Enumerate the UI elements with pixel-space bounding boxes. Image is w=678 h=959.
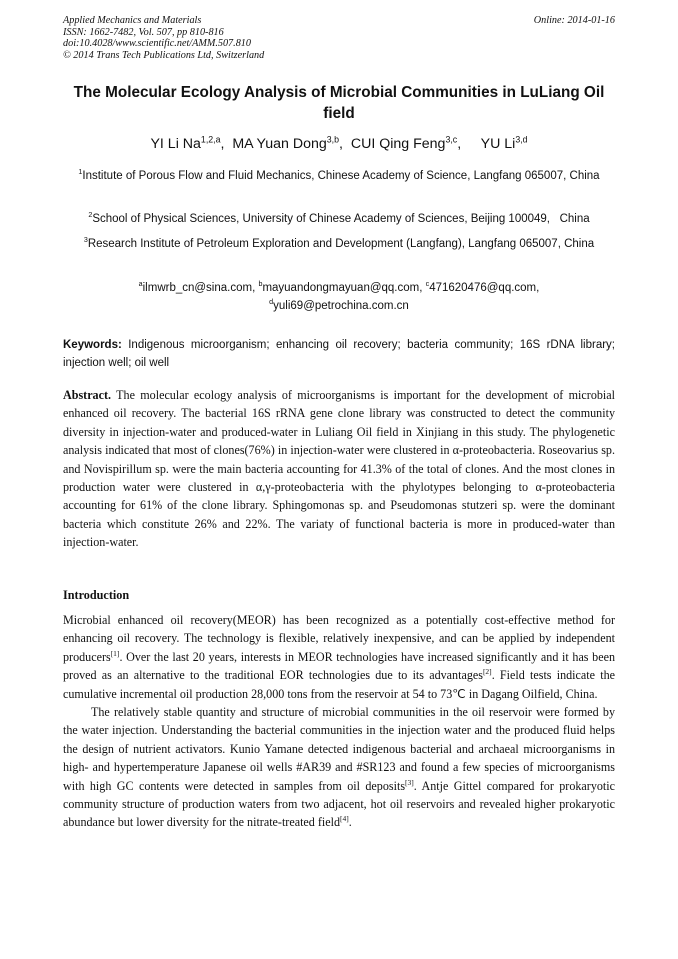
- introduction-body: [63, 611, 615, 832]
- email-link[interactable]: mayuandongmayuan@qq.com,: [262, 282, 426, 294]
- copyright-line: © 2014 Trans Tech Publications Ltd, Switzerland: [63, 49, 265, 61]
- keywords-label: Keywords:: [63, 339, 122, 351]
- author: YU Li$^{3,d}$: [480, 134, 528, 152]
- journal-name: Applied Mechanics and Materials: [63, 15, 202, 26]
- online-date: Online: 2014-01-16: [533, 15, 615, 26]
- intro-paragraph-1: Microbial enhanced oil recovery(MEOR) has been recognized as a potentially cost-effective method for enhancing oil recovery. The technology is flexible, relatively inexpensive, and can be applied by independent producers[1]. Over the last 20 years, interests in MEOR technologies have increased significantly and it has been proved as an alternative to the traditional EOR technologies due to its advantages[2]. Field tests indicate the cumulative incremental oil production 28,000 tons from the reservoir at 54 to 73℃ in Dagang Oilfield, China.: [63, 613, 615, 701]
- abstract-label: Abstract.: [63, 388, 112, 402]
- email-link[interactable]: ilmwrb_cn@sina.com,: [142, 282, 259, 294]
- issn-line: ISSN: 1662-7482, Vol. 507, pp 810-816: [63, 26, 224, 38]
- affiliation-2: $^2$School of Physical Sciences, University of Chinese Academy of Sciences, Beijing 100049, China: [88, 211, 590, 225]
- citation[interactable]: [4]: [340, 814, 349, 824]
- citation[interactable]: [3]: [405, 777, 414, 787]
- author-emails: $^a$ilmwrb_cn@sina.com, $^b$mayuandongmayuan@qq.com, $^c$471620476@qq.com, $^d$yuli69@petrochina.com.cn: [138, 280, 540, 312]
- author: MA Yuan Dong$^{3,b}$,: [232, 134, 347, 152]
- abstract-text: The molecular ecology analysis of microorganisms is important for the development of microbial enhanced oil recovery. The bacterial 16S rRNA gene clone library was constructed to detect the community diversity in injection-water and produced-water in Luliang Oil field in Xinjiang in this study. The phylogenetic analysis indicated that most of clones(76%) in injection-water were clustered in α-proteobacteria. Roseovarius sp. and Novispirillum sp. were the main bacteria accounting for 41.3% of the total of clones. And the most clones in production water were clustered in α,γ-proteobacteria with the phylotypes belonging to α-proteobacteria accounting for 61% of the clone library. Sphingomonas sp. and Pseudomonas stutzeri sp. were the dominant bacteria which constitute 26% and 22%. The variaty of functional bacteria is more in produced-water than injection-water.: [63, 388, 615, 550]
- citation[interactable]: [1]: [110, 648, 120, 658]
- intro-paragraph-2: The relatively stable quantity and structure of microbial communities in the oil reservoir were formed by the water injection. Understanding the bacterial communities in the injection water and the produced fluid helps the design of nutrient activators. Kunio Yamane detected indigenous bacterial and archaeal microorganisms in high- and hypertemperature Japanese oil wells #AR39 and #SR123 and found a few species of microorganisms with high GC contents were detected in samples from oil deposits[3]. Antje Gittel compared for prokaryotic community structure of production waters from two adjacent, hot oil reservoirs and revealed higher prokaryotic abundance but lower diversity for the nitrate-treated field[4].: [63, 705, 615, 830]
- abstract: [63, 386, 615, 552]
- keywords-text: Indigenous microorganism; enhancing oil recovery; bacteria community; 16S rDNA library; injection well; oil well: [63, 339, 615, 369]
- doi-line: doi:10.4028/www.scientific.net/AMM.507.810: [63, 38, 251, 50]
- email-link[interactable]: yuli69@petrochina.com.cn: [273, 300, 409, 312]
- author-list: [63, 134, 615, 154]
- section-heading-introduction: Introduction: [63, 588, 130, 602]
- citation[interactable]: [2]: [482, 667, 492, 677]
- paper-title: The Molecular Ecology Analysis of Microbial Communities in LuLiang Oil field: [73, 84, 605, 122]
- journal-header: [63, 15, 615, 61]
- author: CUI Qing Feng$^{3,c}$,: [350, 134, 477, 152]
- affiliation-1: $^1$Institute of Porous Flow and Fluid Mechanics, Chinese Academy of Science, Langfang 065007, China: [78, 168, 600, 182]
- affiliation-3: $^3$Research Institute of Petroleum Exploration and Development (Langfang), Langfang 065007, China: [83, 236, 595, 250]
- author: YI Li Na$^{1,2,a}$,: [150, 134, 229, 152]
- email-link[interactable]: 471620476@qq.com,: [429, 282, 540, 294]
- keywords: [63, 336, 615, 372]
